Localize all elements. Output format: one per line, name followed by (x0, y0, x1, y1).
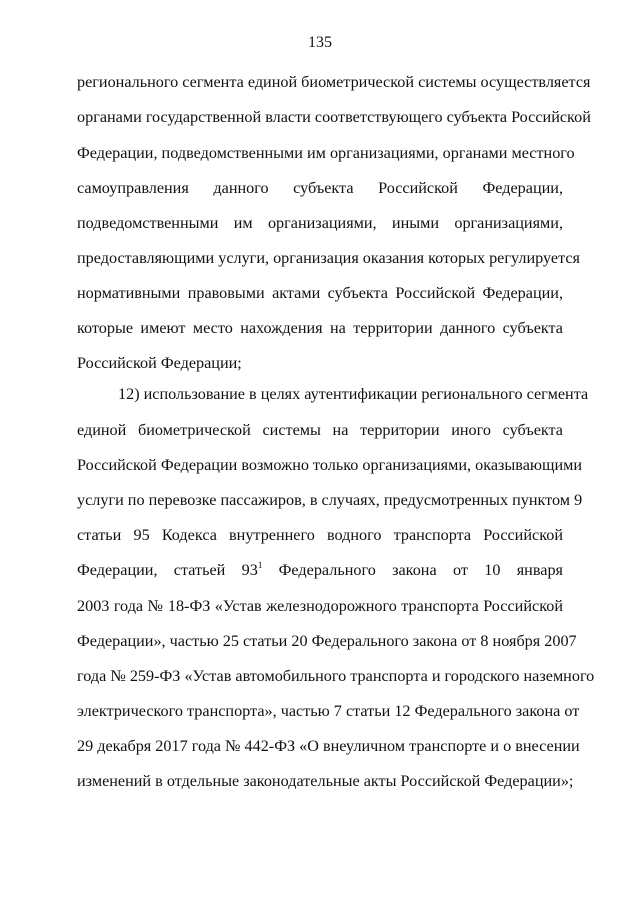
text-after-superscript: Федерального закона от 10 января (262, 561, 563, 579)
text-line: услуги по перевозке пассажиров, в случаях, предусмотренных пунктом 9 (77, 491, 583, 509)
text-line-with-superscript (77, 560, 563, 580)
page-number: 135 (308, 34, 332, 51)
text-line: Федерации, подведомственными им организациями, органами местного (77, 144, 575, 162)
text-line: статьи 95 Кодекса внутреннего водного транспорта Российской (77, 526, 563, 544)
superscript-marker: 1 (257, 559, 263, 570)
text-line: которые имеют место нахождения на территории данного субъекта (77, 319, 563, 337)
text-line: единой биометрической системы на территории иного субъекта (77, 421, 563, 439)
text-line: Федерации», частью 25 статьи 20 Федерального закона от 8 ноября 2007 (77, 632, 577, 650)
text-line: Российской Федерации возможно только организациями, оказывающими (77, 456, 583, 474)
text-line: нормативными правовыми актами субъекта Российской Федерации, (77, 284, 563, 302)
text-line: года № 259-ФЗ «Устав автомобильного транспорта и городского наземного (77, 667, 595, 685)
text-line: регионального сегмента единой биометрической системы осуществляется (77, 73, 591, 91)
text-line: электрического транспорта», частью 7 статьи 12 Федерального закона от (77, 702, 580, 720)
text-line: 2003 года № 18-ФЗ «Устав железнодорожного транспорта Российской (77, 597, 563, 615)
text-line: органами государственной власти соответствующего субъекта Российской (77, 108, 591, 126)
paragraph-12-first-line: 12) использование в целях аутентификации регионального сегмента (118, 385, 589, 403)
text-line: 29 декабря 2017 года № 442-ФЗ «О внеуличном транспорте и о внесении (77, 737, 580, 755)
text-line: Российской Федерации; (77, 354, 242, 372)
text-line: подведомственными им организациями, иными организациями, (77, 214, 563, 232)
text-line: изменений в отдельные законодательные акты Российской Федерации»; (77, 772, 574, 790)
text-line: самоуправления данного субъекта Российской Федерации, (77, 179, 563, 197)
text-line: предоставляющими услуги, организация оказания которых регулируется (77, 249, 580, 267)
text-before-superscript: Федерации, статьей 93 (77, 561, 258, 579)
